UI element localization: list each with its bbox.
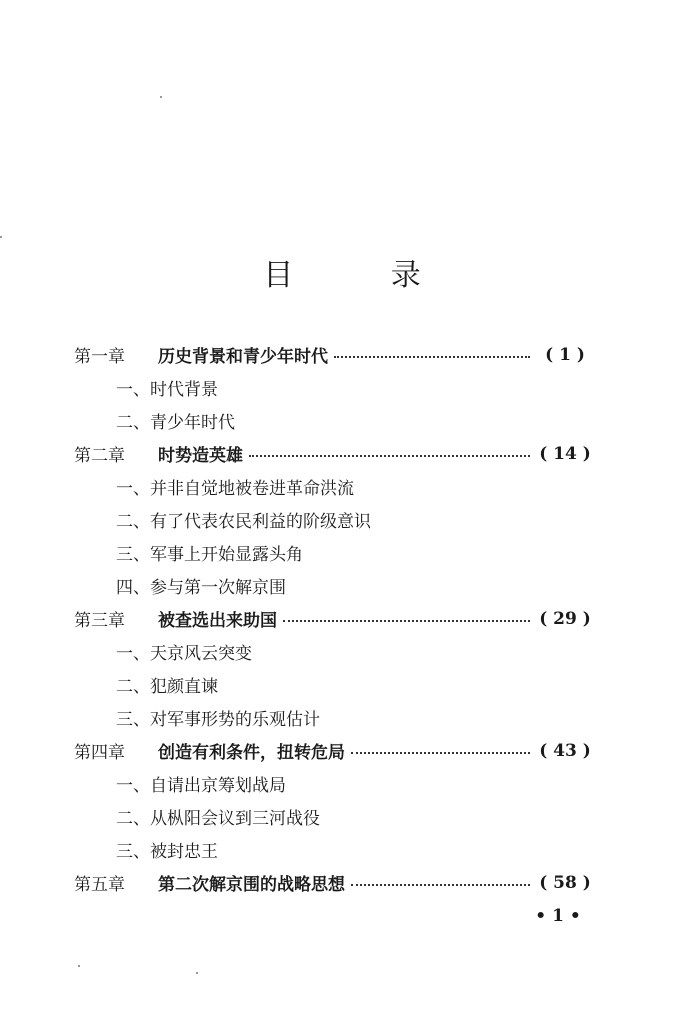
toc-section[interactable] bbox=[74, 536, 594, 569]
section-title: 被封忠王 bbox=[150, 842, 218, 862]
toc-chapter-3[interactable] bbox=[74, 602, 594, 635]
chapter-number: 第五章 bbox=[74, 875, 125, 895]
section-title: 天京风云突变 bbox=[150, 644, 252, 664]
chapter-number: 第三章 bbox=[74, 611, 125, 631]
print-speck bbox=[0, 236, 2, 238]
chapter-title: 第二次解京围的战略思想 bbox=[158, 875, 345, 895]
page-title: 目 录 bbox=[263, 258, 465, 293]
toc-section[interactable] bbox=[74, 470, 594, 503]
section-number: 四、 bbox=[116, 578, 150, 598]
toc-section[interactable] bbox=[74, 635, 594, 668]
chapter-number: 第二章 bbox=[74, 446, 125, 466]
section-number: 三、 bbox=[116, 545, 150, 565]
section-number: 二、 bbox=[116, 413, 150, 433]
section-number: 一、 bbox=[116, 776, 150, 796]
page-number: ( 14 ) bbox=[539, 443, 591, 464]
section-title: 对军事形势的乐观估计 bbox=[150, 710, 320, 730]
toc-chapter-5[interactable] bbox=[74, 866, 594, 899]
section-number: 三、 bbox=[116, 842, 150, 862]
toc-section[interactable] bbox=[74, 503, 594, 536]
section-title: 参与第一次解京围 bbox=[150, 578, 286, 598]
section-title: 自请出京筹划战局 bbox=[150, 776, 286, 796]
section-title: 有了代表农民利益的阶级意识 bbox=[150, 512, 371, 532]
dot-leader bbox=[351, 884, 530, 886]
toc-chapter-4[interactable] bbox=[74, 734, 594, 767]
section-title: 犯颜直谏 bbox=[150, 677, 218, 697]
toc-section[interactable] bbox=[74, 668, 594, 701]
table-of-contents bbox=[74, 338, 594, 899]
dot-leader bbox=[283, 620, 530, 622]
toc-chapter-1[interactable] bbox=[74, 338, 594, 371]
page-number: ( 29 ) bbox=[539, 608, 591, 629]
print-speck bbox=[78, 965, 80, 967]
section-number: 二、 bbox=[116, 809, 150, 829]
toc-section[interactable] bbox=[74, 800, 594, 833]
page-number: ( 58 ) bbox=[539, 872, 591, 893]
toc-section[interactable] bbox=[74, 404, 594, 437]
toc-chapter-2[interactable] bbox=[74, 437, 594, 470]
toc-section[interactable] bbox=[74, 767, 594, 800]
chapter-number: 第四章 bbox=[74, 743, 125, 763]
section-title: 青少年时代 bbox=[150, 413, 235, 433]
toc-section[interactable] bbox=[74, 833, 594, 866]
section-number: 三、 bbox=[116, 710, 150, 730]
chapter-title: 被查选出来助国 bbox=[158, 611, 277, 631]
toc-section[interactable] bbox=[74, 371, 594, 404]
section-number: 二、 bbox=[116, 512, 150, 532]
dot-leader bbox=[334, 356, 530, 358]
print-speck bbox=[196, 972, 198, 974]
section-number: 二、 bbox=[116, 677, 150, 697]
toc-section[interactable] bbox=[74, 569, 594, 602]
section-number: 一、 bbox=[116, 479, 150, 499]
toc-section[interactable] bbox=[74, 701, 594, 734]
section-number: 一、 bbox=[116, 644, 150, 664]
section-title: 并非自觉地被卷进革命洪流 bbox=[150, 479, 354, 499]
section-title: 军事上开始显露头角 bbox=[150, 545, 303, 565]
page-folio: • 1 • bbox=[535, 906, 581, 926]
section-title: 时代背景 bbox=[150, 380, 218, 400]
page-number: ( 43 ) bbox=[539, 740, 591, 761]
chapter-title: 创造有利条件，扭转危局 bbox=[158, 743, 345, 763]
dot-leader bbox=[351, 752, 530, 754]
chapter-title: 历史背景和青少年时代 bbox=[158, 347, 328, 367]
chapter-number: 第一章 bbox=[74, 347, 125, 367]
page-number: ( 1 ) bbox=[545, 344, 585, 365]
dot-leader bbox=[249, 455, 530, 457]
chapter-title: 时势造英雄 bbox=[158, 446, 243, 466]
print-speck bbox=[160, 96, 162, 98]
section-title: 从枞阳会议到三河战役 bbox=[150, 809, 320, 829]
section-number: 一、 bbox=[116, 380, 150, 400]
